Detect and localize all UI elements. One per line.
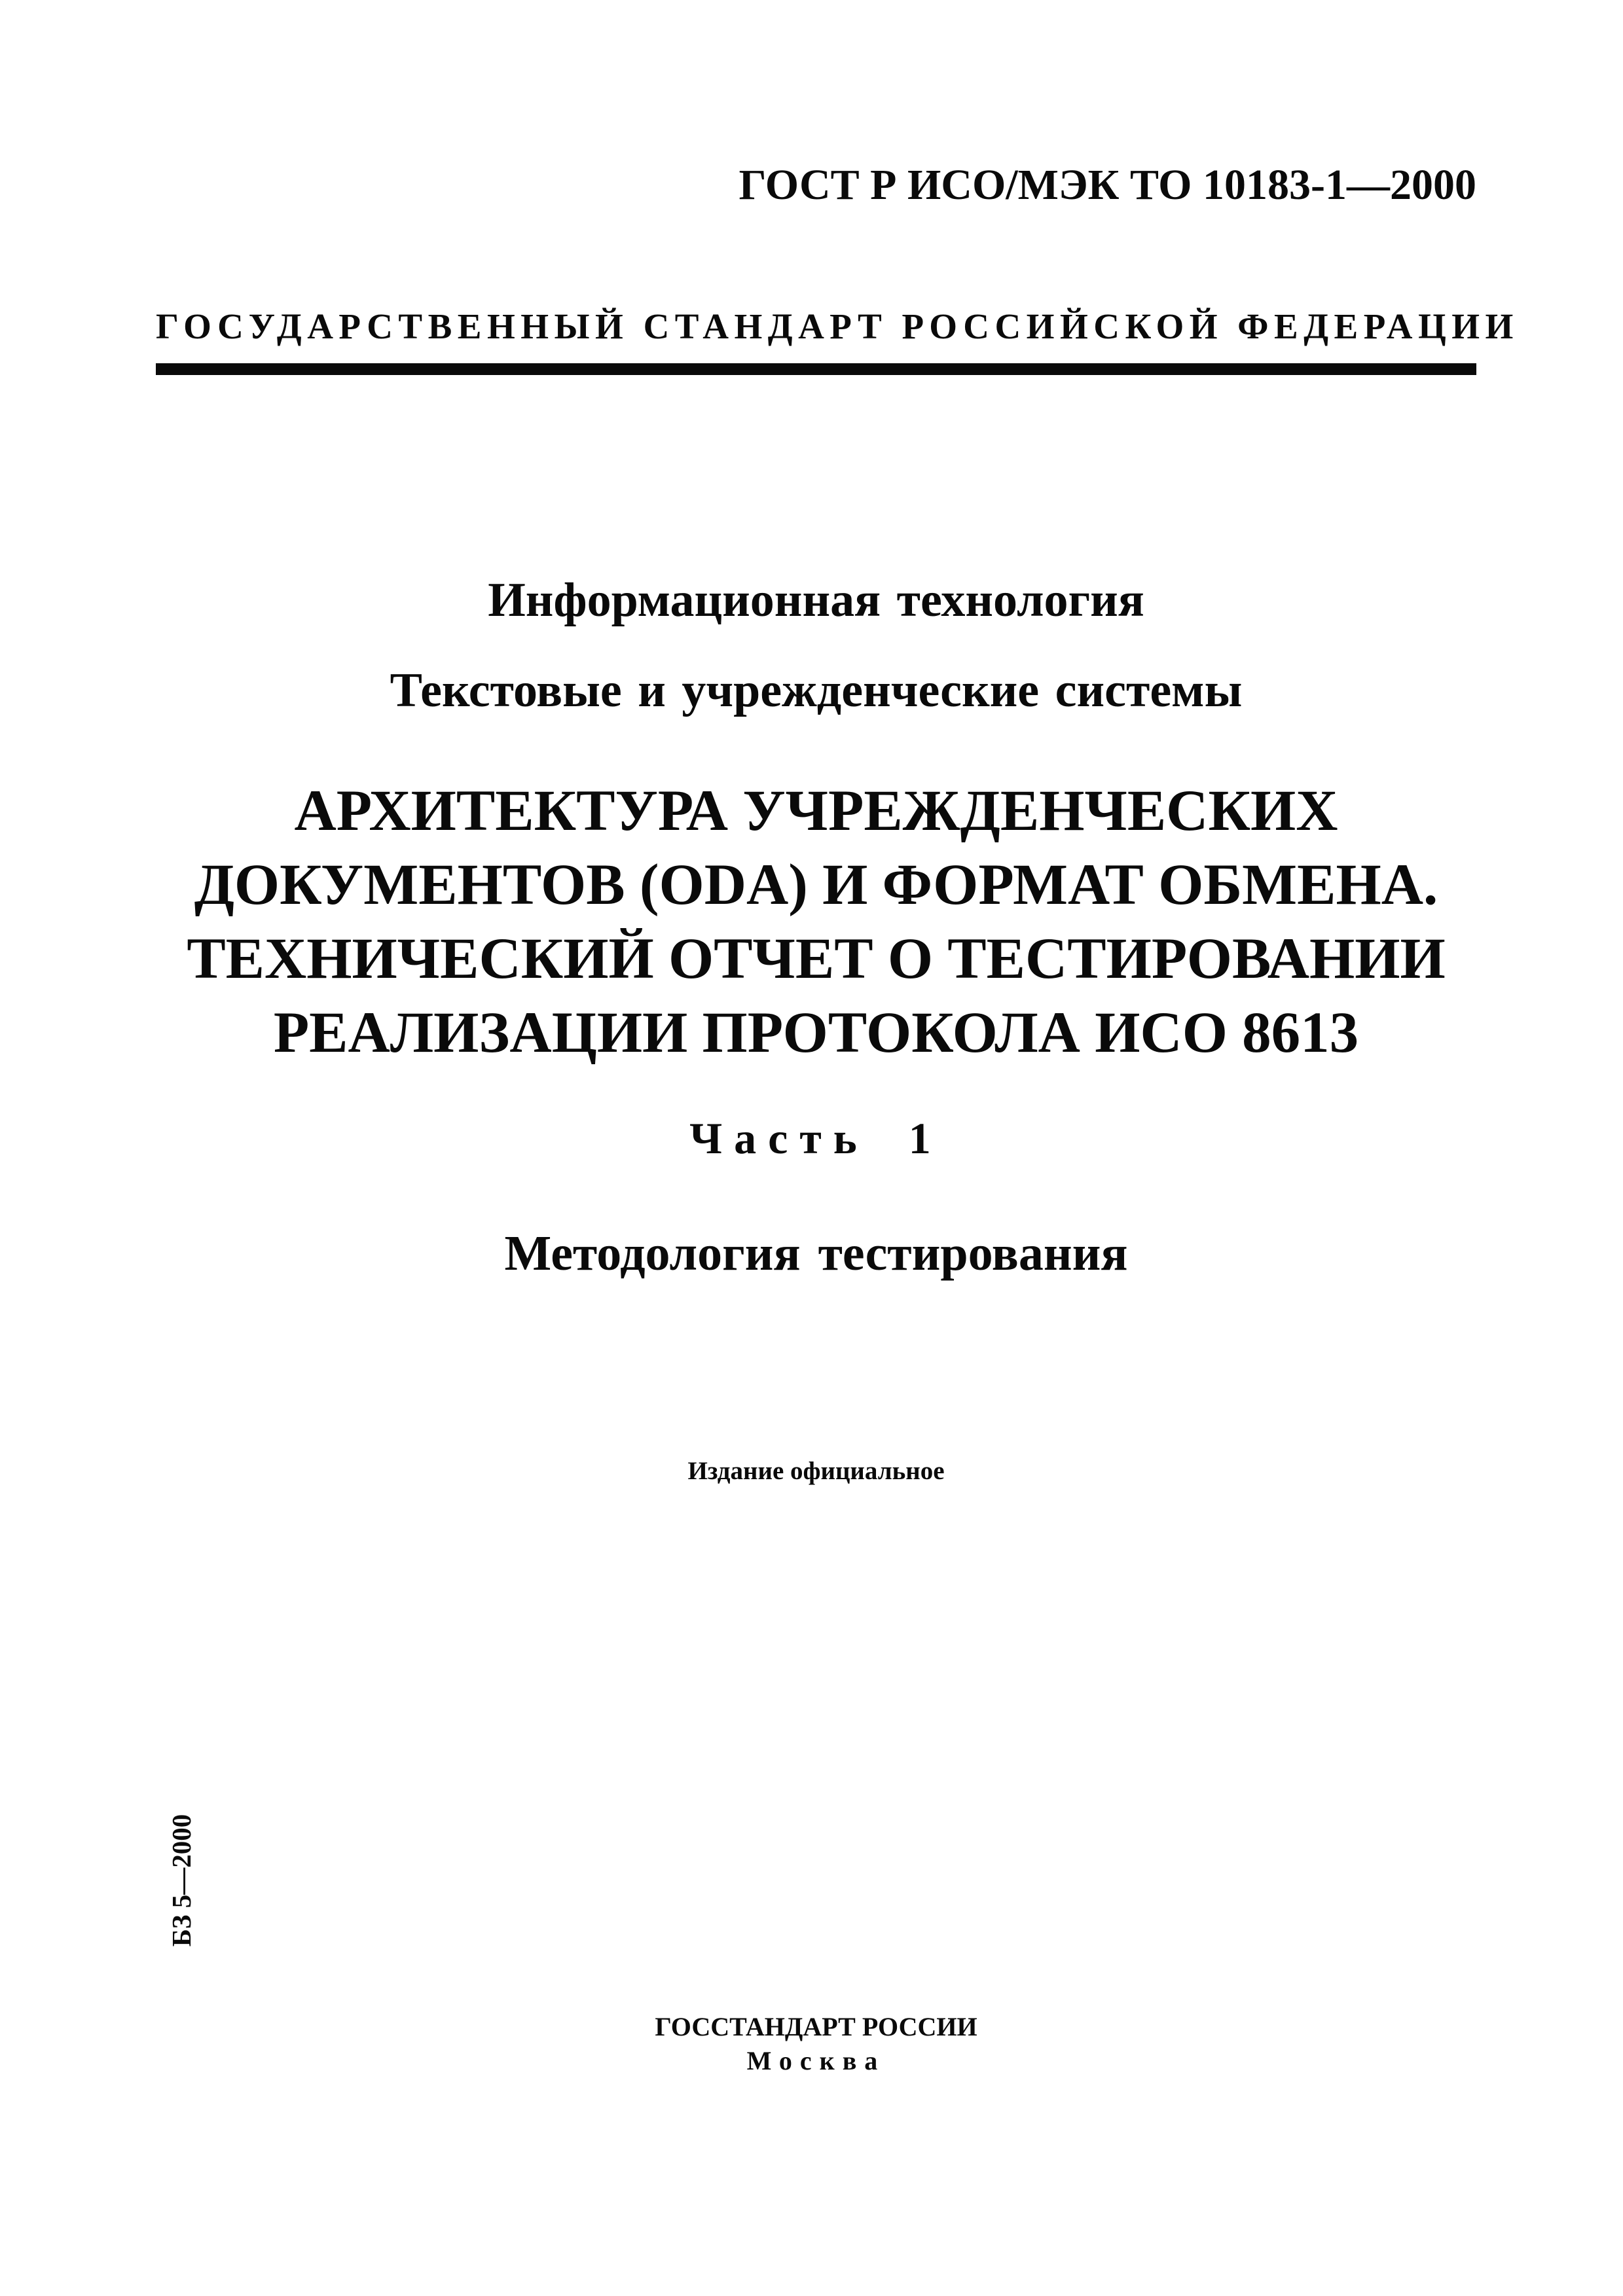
part-label: Часть 1 [689,1113,943,1163]
publisher-city: Москва [746,2046,886,2075]
part-name: Методология тестирования [504,1226,1128,1281]
subject-title: Информационная технология [488,573,1144,627]
main-title [156,774,1476,1070]
main-title-line: РЕАЛИЗАЦИИ ПРОТОКОЛА ИСО 8613 [273,1001,1359,1065]
standard-designation: ГОСТ Р ИСО/МЭК ТО 10183-1—2000 [739,161,1476,209]
state-standard-heading: ГОСУДАРСТВЕННЫЙ СТАНДАРТ РОССИЙСКОЙ ФЕДЕРАЦИИ [156,306,1519,346]
subject-subtitle: Текстовые и учрежденческие системы [390,664,1243,717]
side-code-text: БЗ 5—2000 [166,1814,196,1946]
side-code [164,1810,198,1950]
header-divider [156,363,1476,375]
main-title-line: ДОКУМЕНТОВ (ODA) И ФОРМАТ ОБМЕНА. [194,853,1438,917]
main-title-line: АРХИТЕКТУРА УЧРЕЖДЕНЧЕСКИХ [294,779,1338,843]
edition-note: Издание официальное [687,1457,945,1485]
main-title-line: ТЕХНИЧЕСКИЙ ОТЧЕТ О ТЕСТИРОВАНИИ [187,927,1446,991]
publisher: ГОССТАНДАРТ РОССИИ [655,2012,977,2041]
